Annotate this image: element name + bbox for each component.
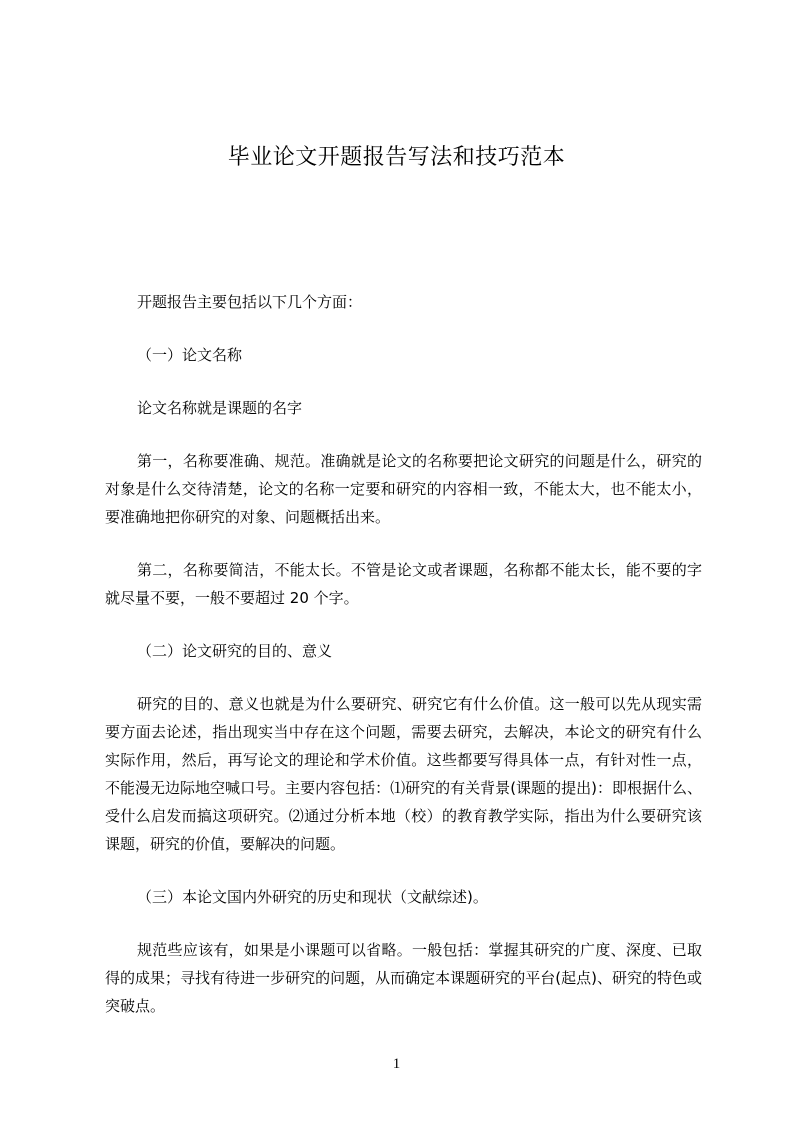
paragraph-name-rule-2: 第二，名称要简洁，不能太长。不管是论文或者课题，名称都不能太长，能不要的字就尽量不要，一般不要超过 20 个字。 [105, 561, 702, 607]
section-heading-2: （二）论文研究的目的、意义 [137, 642, 333, 660]
section-heading-1: （一）论文名称 [137, 346, 243, 364]
paragraph-intro: 开题报告主要包括以下几个方面： [137, 293, 363, 311]
paragraph-name-rule-1: 第一，名称要准确、规范。准确就是论文的名称要把论文研究的问题是什么，研究的对象是什么交待清楚，论文的名称一定要和研究的内容相一致，不能太大，也不能太小，要准确地把你研究的对象、问题概括出来。 [105, 452, 702, 526]
section-heading-3: （三）本论文国内外研究的历史和现状（文献综述)。 [137, 888, 488, 906]
document-title: 毕业论文开题报告写法和技巧范本 [227, 145, 566, 170]
document-body [105, 288, 702, 1045]
paragraph-purpose: 研究的目的、意义也就是为什么要研究、研究它有什么价值。这一般可以先从现实需要方面去论述，指出现实当中存在这个问题，需要去研究，去解决，本论文的研究有什么实际作用，然后，再写论文的理论和学术价值。这些都要写得具体一点，有针对性一点，不能漫无边际地空喊口号。主要内容包括：⑴研究的有关背景(课题的提出)：即根据什么、受什么启发而搞这项研究。⑵通过分析本地（校）的教育教学实际，指出为什么要研究该课题，研究的价值，要解决的问题。 [105, 695, 702, 853]
paragraph-name-definition: 论文名称就是课题的名字 [137, 399, 303, 417]
page-number: 1 [392, 1056, 401, 1072]
paragraph-literature: 规范些应该有，如果是小课题可以省略。一般包括：掌握其研究的广度、深度、已取得的成果；寻找有待进一步研究的问题，从而确定本课题研究的平台(起点)、研究的特色或突破点。 [105, 941, 702, 1015]
